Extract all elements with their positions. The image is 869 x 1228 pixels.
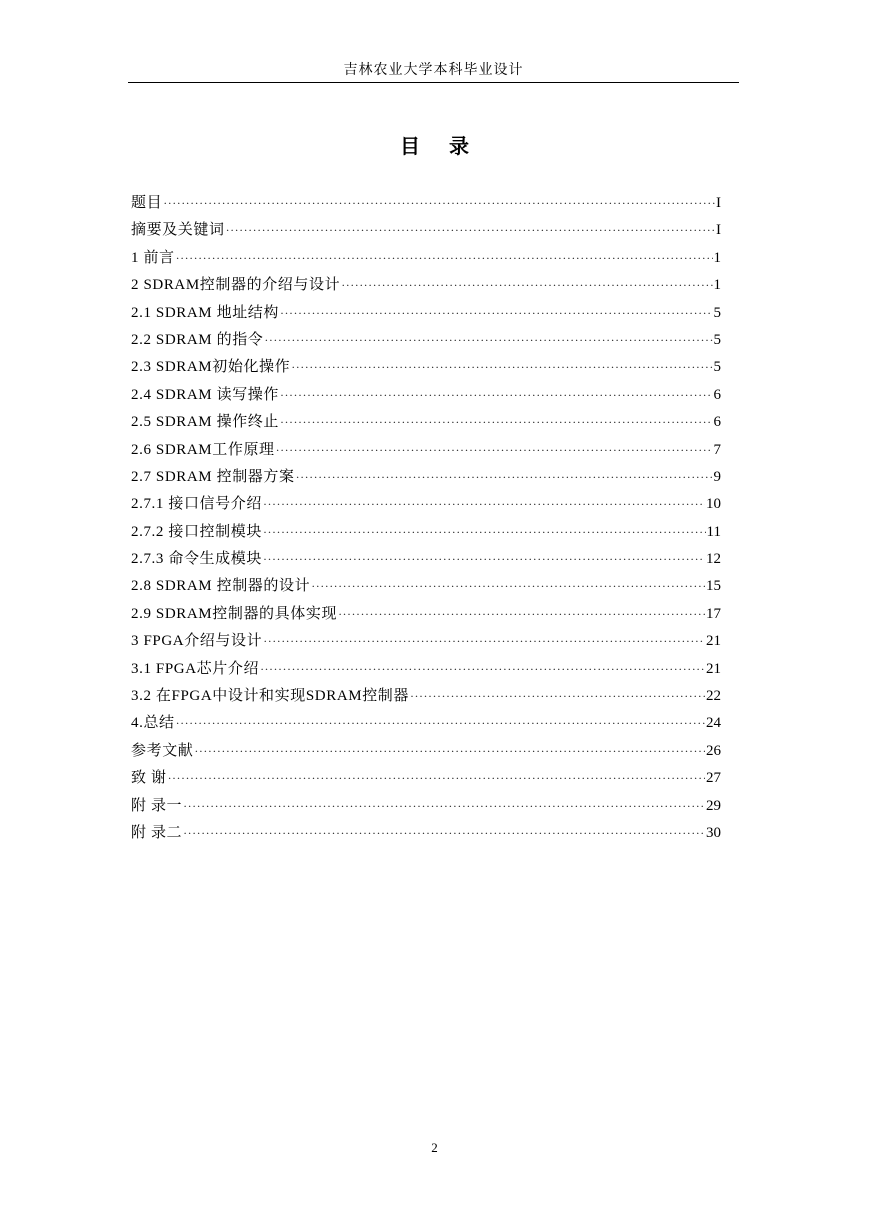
dot-leader — [263, 628, 705, 655]
header-rule — [128, 82, 739, 83]
dot-leader — [296, 464, 713, 491]
toc-entry-page: 21 — [706, 633, 721, 650]
toc-entry-title: 2 SDRAM控制器的介绍与设计 — [131, 277, 341, 294]
toc-entry-title: 参考文献 — [131, 742, 194, 759]
toc-entry-title: 致 谢 — [131, 770, 167, 787]
toc-entry-title: 附 录一 — [131, 797, 183, 814]
toc-entry-page: 9 — [713, 468, 721, 485]
toc-entry-page: 26 — [706, 742, 721, 759]
toc-entry-title: 题目 — [131, 195, 163, 211]
toc-entry-page: 7 — [713, 441, 721, 458]
toc-entry-title: 1 前言 — [131, 249, 175, 266]
dot-leader — [280, 300, 713, 327]
dot-leader — [280, 382, 713, 409]
toc-entry-title: 3.1 FPGA芯片介绍 — [131, 660, 260, 677]
dot-leader — [260, 656, 705, 683]
toc-entry[interactable] — [131, 437, 721, 464]
toc-entry-page: 11 — [706, 523, 721, 540]
toc-entry-page: 21 — [706, 660, 721, 677]
running-header: 吉林农业大学本科毕业设计 — [343, 63, 524, 78]
toc-entry-title: 3 FPGA介绍与设计 — [131, 633, 263, 650]
toc-entry-title: 2.7.1 接口信号介绍 — [131, 496, 262, 513]
dot-leader — [263, 491, 705, 518]
dot-leader — [276, 437, 713, 464]
toc-entry-title: 附 录二 — [131, 824, 183, 841]
toc-entry-title: 2.9 SDRAM控制器的具体实现 — [131, 605, 338, 622]
page-number: 2 — [431, 1140, 438, 1155]
toc-entry-title: 2.4 SDRAM 读写操作 — [131, 386, 279, 403]
dot-leader — [341, 272, 712, 299]
toc-entry[interactable] — [131, 710, 721, 737]
toc-entry-title: 2.8 SDRAM 控制器的设计 — [131, 578, 311, 595]
dot-leader — [163, 190, 715, 217]
dot-leader — [226, 217, 715, 244]
toc-entry-page: I — [716, 222, 721, 239]
dot-leader — [263, 546, 705, 573]
toc-entry-page: 17 — [706, 605, 721, 622]
toc-entry-title: 摘要及关键词 — [131, 222, 225, 239]
toc-entry[interactable] — [131, 519, 721, 546]
toc-entry[interactable] — [131, 272, 721, 299]
toc-entry-title: 2.7 SDRAM 控制器方案 — [131, 468, 295, 485]
toc-entry[interactable] — [131, 409, 721, 436]
toc-entry-page: 30 — [706, 824, 721, 841]
toc-entry-title: 2.1 SDRAM 地址结构 — [131, 304, 279, 321]
dot-leader — [194, 738, 705, 765]
dot-leader — [291, 354, 712, 381]
dot-leader — [280, 409, 713, 436]
toc-entry-title: 4.总结 — [131, 715, 175, 732]
dot-leader — [176, 245, 713, 272]
toc-entry-title: 2.3 SDRAM初始化操作 — [131, 359, 291, 376]
toc-entry-page: 6 — [713, 414, 721, 431]
toc-entry-page: 12 — [706, 551, 721, 568]
toc-entry-page: 29 — [706, 797, 721, 814]
dot-leader — [263, 519, 706, 546]
toc-title: 目 录 — [400, 136, 481, 158]
dot-leader — [264, 327, 712, 354]
toc-entry-title: 2.7.3 命令生成模块 — [131, 551, 262, 568]
toc-entry-page: I — [716, 195, 721, 211]
toc-entry-page: 10 — [706, 496, 721, 513]
toc-entry[interactable] — [131, 628, 721, 655]
toc-entry[interactable] — [131, 573, 721, 600]
toc-entry[interactable] — [131, 738, 721, 765]
toc-entry-title: 2.2 SDRAM 的指令 — [131, 331, 264, 348]
toc-entry[interactable] — [131, 382, 721, 409]
toc-entry-title: 2.6 SDRAM工作原理 — [131, 441, 275, 458]
toc-entry-page: 5 — [713, 331, 721, 348]
toc-entry[interactable] — [131, 491, 721, 518]
toc-entry[interactable] — [131, 656, 721, 683]
toc-list — [131, 190, 721, 847]
toc-entry-page: 15 — [706, 578, 721, 595]
toc-entry[interactable] — [131, 217, 721, 244]
toc-entry[interactable] — [131, 765, 721, 792]
toc-entry[interactable] — [131, 300, 721, 327]
toc-entry-title: 2.5 SDRAM 操作终止 — [131, 414, 279, 431]
toc-entry-page: 1 — [713, 249, 721, 266]
toc-entry[interactable] — [131, 683, 721, 710]
toc-entry[interactable] — [131, 820, 721, 847]
dot-leader — [183, 820, 705, 847]
dot-leader — [338, 601, 705, 628]
toc-entry-title: 3.2 在FPGA中设计和实现SDRAM控制器 — [131, 688, 410, 705]
toc-entry-page: 6 — [713, 386, 721, 403]
toc-entry[interactable] — [131, 327, 721, 354]
dot-leader — [183, 793, 705, 820]
dot-leader — [410, 683, 705, 710]
toc-entry[interactable] — [131, 190, 721, 217]
toc-entry-title: 2.7.2 接口控制模块 — [131, 523, 262, 540]
dot-leader — [176, 710, 705, 737]
toc-entry-page: 1 — [713, 277, 721, 294]
dot-leader — [311, 573, 705, 600]
toc-entry-page: 27 — [706, 770, 721, 787]
toc-entry[interactable] — [131, 793, 721, 820]
toc-entry-page: 22 — [706, 688, 721, 705]
toc-entry[interactable] — [131, 245, 721, 272]
toc-entry-page: 24 — [706, 715, 721, 732]
dot-leader — [168, 765, 705, 792]
toc-entry-page: 5 — [713, 304, 721, 321]
toc-entry[interactable] — [131, 354, 721, 381]
toc-entry[interactable] — [131, 546, 721, 573]
toc-entry[interactable] — [131, 464, 721, 491]
toc-entry-page: 5 — [713, 359, 721, 376]
toc-entry[interactable] — [131, 601, 721, 628]
